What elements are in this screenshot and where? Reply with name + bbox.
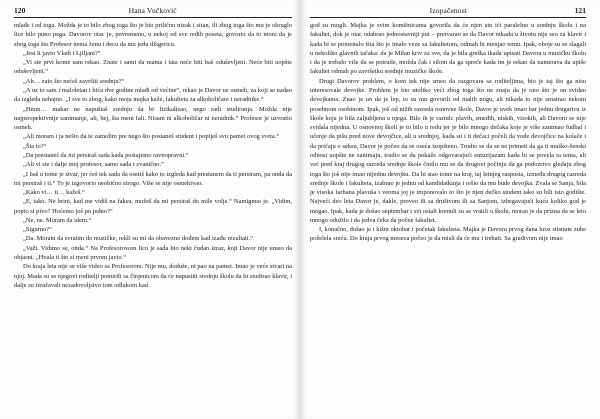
paragraph: „Da. Moram da svratim do muzičke, rekli su mi da obavezno dođem kad izađu rezultati.“ <box>23 235 254 243</box>
paragraph: „Ali moram i ja nešto da te zamolim pre nego što postaneš student i popiješ svu pamet ovog sveta.“ <box>23 133 280 141</box>
paragraph: „Da prestaneš da mi persiraš sada kada postajemo ravnopravni.“ <box>23 151 189 159</box>
left-running-header <box>14 6 292 18</box>
right-page-text <box>310 21 586 244</box>
paragraph: „Vi ste prvi kome sam rekao. Znate i sami da mama i tata neće biti baš oduševljeni. Neće biti uopšte oduševljeni.“ <box>14 59 292 76</box>
right-page <box>300 0 600 419</box>
left-running-head: Hana Vučković <box>128 6 177 15</box>
paragraph: „A uz to sam i maloletan i bića dve godine mlađi od većine“, rekao je Davor uz osmeh, za koji se nadao da izgleda nehajno. „I sve to zbog, kako moja majka kaže, fakulteta za alkoholičare i neradnike.“ <box>14 86 292 104</box>
paragraph: „E, tako. Ne brini, kad me vidiš na faksu, možeš da mi persiraš do mile volje.“ Namignuo je. „Vidim, popio si pivo? Hoćemo još po jedno?“ <box>14 198 292 215</box>
right-running-header <box>310 6 586 18</box>
paragraph: „Važi. Vidimo se, onda.“ Na Profesorovom licu je sada bio neki čudan izraz, koji Davor nije umeo da objasni. „Hvala ti što si meni prvom javio.“ <box>14 244 292 262</box>
paragraph: „Hmm… makar ne napuštaš srednju da bi fizikalisao, nego radi studiranja. Možda nije najperspektivnije zanimanje, ali, hej, šta meni fali. Nisam ni alkoholičar ni neradnik.“ Profesor je uzvratio osmeh. <box>14 105 292 132</box>
right-page-number: 121 <box>574 6 586 15</box>
left-page-number: 120 <box>14 6 26 15</box>
left-page-text <box>14 21 292 290</box>
paragraph: „Ali vi ste i dalje moj profesor, samo sada i zvanično.“ <box>23 161 164 169</box>
paragraph: „I baš u tome je stvar, jer ćeš tek sada da osetiš kako to izgleda kad prestanem da ti persiram, pa onda da mi persiraš i ti.“ To je izgovorio neobično strogo. Više se nije osmehivao. <box>14 170 292 187</box>
paragraph: „Ah… zato što nećeš završiti srednju?“ <box>23 77 125 85</box>
paragraph: „Ne, ne. Moram da idem.“ <box>23 216 92 224</box>
paragraph: I, konačno, došao je i kišni oktobar i početak fakulteta. Majka je Davoru prvog dana kroz stisnute zube poželela sreću. Do kraja prvog meseca počeo je da misli da će mu i trebati. Sa gradivom nije imao <box>310 226 586 243</box>
right-running-head: Izopačenost <box>429 6 467 15</box>
paragraph: „Sigurno?“ <box>23 226 52 234</box>
paragraph: mlađe i od toga. Možda je to bilo zbog toga što je bio prilično nizak i sitan, ili zbog toga što mu je okruglo lice bilo puno pega. Davorov otac je, povremeno, u nekoj od sve ređih poseta, govorio da to mora da je zbog toga što Profesor nema ženu i decu da mu jedu džigericu. <box>14 22 292 48</box>
paragraph: „Jesi li javio Vladi i Ljiljani?“ <box>23 49 101 57</box>
paragraph: Drugi Davorov problem, o kom tek nije smeo da razgovara sa roditeljima, bio je taj što ga nisu interesovale devojke. Problem je bio utoliko veći zbog toga što ne znaju da je ono što je on svidao devojkama. Znao je on da je lep, to su mu govorili od malih nogu, ali nikada to nije smatrao nekom posebnom osobinom. Ipak, još od nižih razreda osnovne škole, Davor je uvek imao bar jednu drugaricu iz škole koja je bila zaljubljena u njega. Bilo ih je raznih: plavih, smeđih, niskih, visokih, ali Davoru se nije svidala nijedna. U osnovnoj školi je to bilo u redu jer je bilo mnogo dečaka koje je više zanimao fudbal i učenje da pišu pred nove devojčice, ali u srednjoj, kada su i ti dečaci počeli da vode devojčice na kolače i da pričaju o seksu, Davor je počeo da se oseća izopšteno. Trudio se da se ne primeti da ga ti muško-ženski odnosi uopšte ne zanimaju, trudio se da pokaže odgovarajući entuzijazam kada bi se povela ta tema, ali već pred kraj drugog razreda srednje škole činilo mu se da drugovi počinju da ga podozrivo gledaju zbog toga što još nije imao nijednu devojku. Da bi stao tome na kraj, taj letnjeg raspusta, između drugog razreda srednje škole i fakulteta, izabrao je jednu od kandidatkinja i rešio da mu bude devojka. Zvala se Sanja, bila je visoka farbana plavuša i veoma joj je imponovalo to što je njen dečko student iako su bili isto godište. Najveći deo leta Davor je, dakle, proveo ili sa društvom ili sa Sanjom, izbegavajući kuću koliko god je mogao. Ipak, kada je došao septembar i svi ostali krenuli su se vratili u školu, morao je da prizna da se leto mnogo odužilo i da jedva čeka da počne fakultet. <box>310 77 586 224</box>
paragraph: „Kako vi… ti… kažeš.“ <box>23 189 85 197</box>
paragraph: „Šta to?“ <box>23 142 47 150</box>
paragraph: god su mogli. Majka je svim komšinicama govorila da će njen sin ići paralelno u srednju školu i na fakultet, dok je otac odabrao jednostavniji put – pretvarao se da Davor nikada u životu nije seo za klavir i kada bi se pomenulo išta što je imalo veze sa fakultetom, odmah bi menjao temu. Ipak, oboje su se slagali u nekoliko glavnih tačaka: da je Milan kriv za sve, da je bila greška ikada upisati Davora u muzičku školu i da je trebalo više da se potrude, možda čak i silom da ga spreče kada im je rekao da namerava da upiše fakultet odmah po završetku srednje muzičke škole. <box>310 22 586 76</box>
paragraph: Do kraja leta nije se više video sa Profesorom. Nije mu, doduše, ni pao na pamet. Imao je veće stvari na njoj. Mada su se njegovi roditelji pomirili sa činjenicom da će napustiti srednju školu da bi studirao klavir, i dalje su izražavali nezadovoljstvo tom odlukom kad <box>14 263 292 289</box>
